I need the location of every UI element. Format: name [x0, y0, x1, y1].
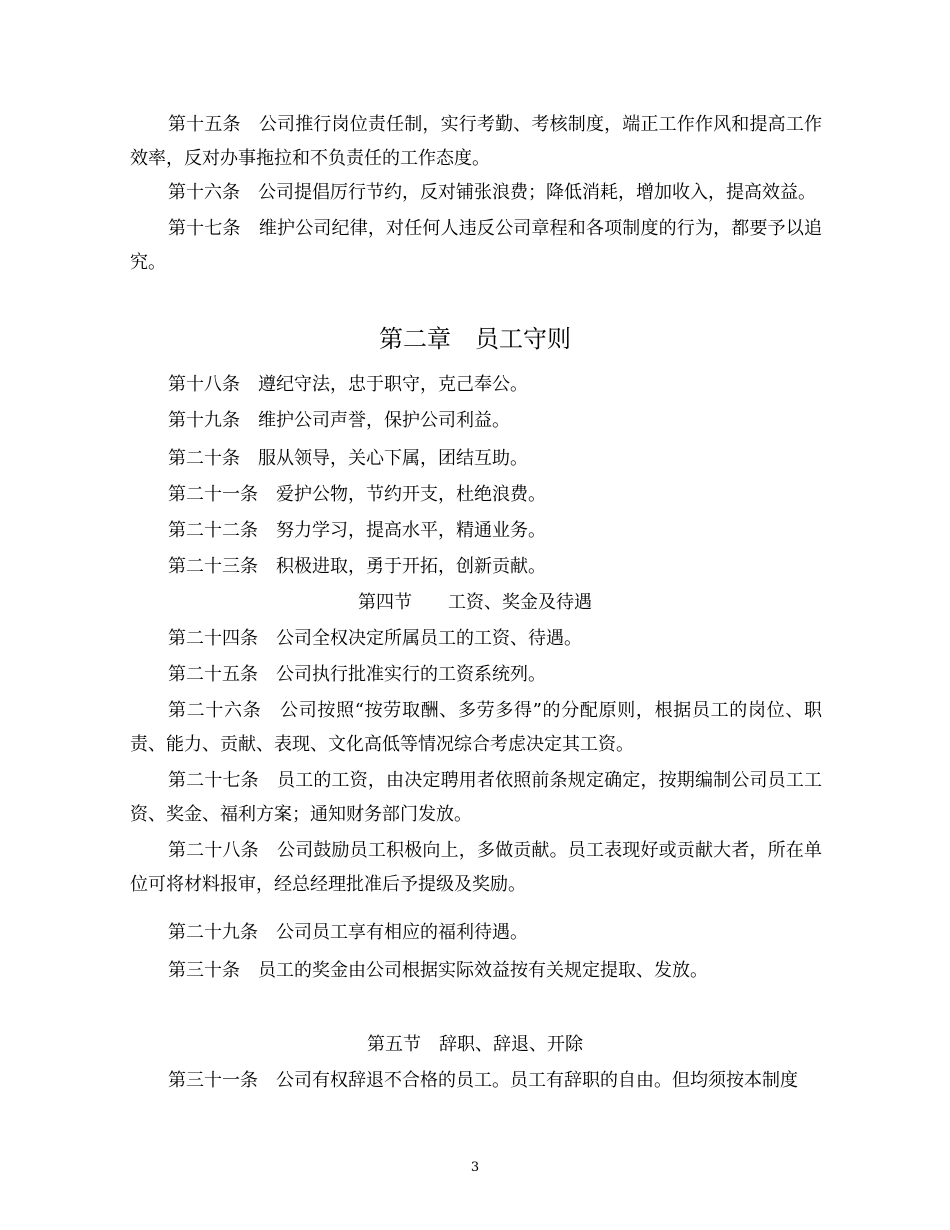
article-15: 第十五条 公司推行岗位责任制，实行考勤、考核制度，端正工作作风和提高工作效率，反对办事拖拉和不负责任的工作态度。: [130, 114, 822, 169]
article-18: 第十八条 遵纪守法，忠于职守，克己奉公。: [168, 374, 528, 395]
article-29: 第二十九条 公司员工享有相应的福利待遇。: [168, 922, 528, 943]
article-17: 第十七条 维护公司纪律，对任何人违反公司章程和各项制度的行为，都要予以追究。: [130, 218, 822, 273]
article-30: 第三十条 员工的奖金由公司根据实际效益按有关规定提取、发放。: [168, 960, 708, 981]
article-19: 第十九条 维护公司声誉，保护公司利益。: [168, 410, 510, 431]
article-16: 第十六条 公司提倡厉行节约，反对铺张浪费；降低消耗，增加收入，提高效益。: [168, 182, 816, 203]
article-21: 第二十一条 爱护公物，节约开支，杜绝浪费。: [168, 484, 546, 505]
article-28: 第二十八条 公司鼓励员工积极向上，多做贡献。员工表现好或贡献大者，所在单位可将材料报审，经总经理批准后予提级及奖励。: [130, 840, 822, 895]
page-number: 3: [470, 1160, 480, 1175]
article-31: 第三十一条 公司有权辞退不合格的员工。员工有辞职的自由。但均须按本制度: [168, 1070, 798, 1091]
article-22: 第二十二条 努力学习，提高水平，精通业务。: [168, 520, 546, 541]
chapter-title: 第二章 员工守则: [379, 325, 571, 353]
article-23: 第二十三条 积极进取，勇于开拓，创新贡献。: [168, 556, 546, 577]
article-26: 第二十六条 公司按照“按劳取酬、多劳多得”的分配原则，根据员工的岗位、职责、能力、贡献、表现、文化高低等情况综合考虑决定其工资。: [130, 700, 822, 755]
article-25: 第二十五条 公司执行批准实行的工资系统列。: [168, 664, 546, 685]
article-20: 第二十条 服从领导，关心下属，团结互助。: [168, 448, 528, 469]
article-27: 第二十七条 员工的工资，由决定聘用者依照前条规定确定，按期编制公司员工工资、奖金、福利方案；通知财务部门发放。: [130, 770, 822, 825]
section-5-title: 第五节 辞职、辞退、开除: [367, 1034, 583, 1055]
section-4-title: 第四节 工资、奖金及待遇: [358, 592, 592, 613]
article-24: 第二十四条 公司全权决定所属员工的工资、待遇。: [168, 628, 582, 649]
